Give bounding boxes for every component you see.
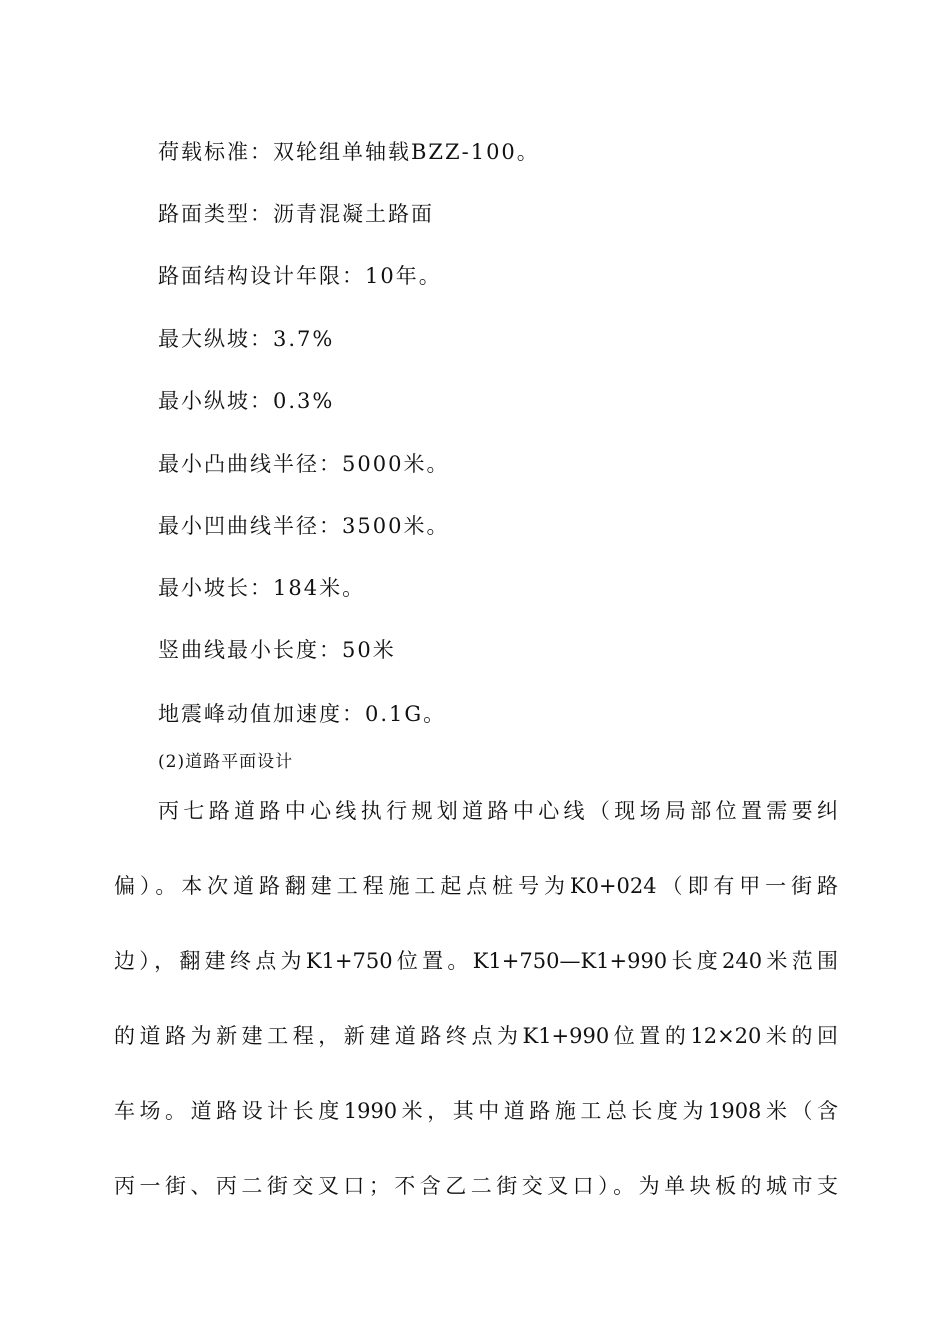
spec-min-concave-radius: 最小凹曲线半径：3500米。 bbox=[158, 514, 450, 538]
spec-min-grade: 最小纵坡：0.3% bbox=[158, 389, 335, 413]
spec-seismic-acceleration: 地震峰动值加速度：0.1G。 bbox=[158, 702, 447, 726]
paragraph-line: 的道路为新建工程，新建道路终点为K1+990位置的12×20米的回 bbox=[114, 1024, 838, 1048]
section-heading: (2)道路平面设计 bbox=[158, 752, 294, 772]
paragraph-line: 偏）。本次道路翻建工程施工起点桩号为K0+024（即有甲一街路 bbox=[114, 874, 838, 898]
paragraph-line: 丙一街、丙二街交叉口；不含乙二街交叉口）。为单块板的城市支 bbox=[114, 1174, 838, 1198]
paragraph-line: 丙七路道路中心线执行规划道路中心线（现场局部位置需要纠 bbox=[158, 799, 838, 823]
paragraph-line: 车场。道路设计长度1990米，其中道路施工总长度为1908米（含 bbox=[114, 1099, 838, 1123]
spec-min-vertical-curve-length: 竖曲线最小长度：50米 bbox=[158, 638, 396, 662]
spec-pavement-type: 路面类型：沥青混凝土路面 bbox=[158, 202, 434, 226]
spec-min-convex-radius: 最小凸曲线半径：5000米。 bbox=[158, 452, 450, 476]
spec-design-life: 路面结构设计年限：10年。 bbox=[158, 264, 442, 288]
paragraph-line: 边），翻建终点为K1+750位置。K1+750—K1+990长度240米范围 bbox=[114, 949, 838, 973]
spec-max-grade: 最大纵坡：3.7% bbox=[158, 327, 335, 351]
spec-min-slope-length: 最小坡长：184米。 bbox=[158, 576, 366, 600]
spec-load-standard: 荷载标准：双轮组单轴载BZZ-100。 bbox=[158, 140, 540, 164]
